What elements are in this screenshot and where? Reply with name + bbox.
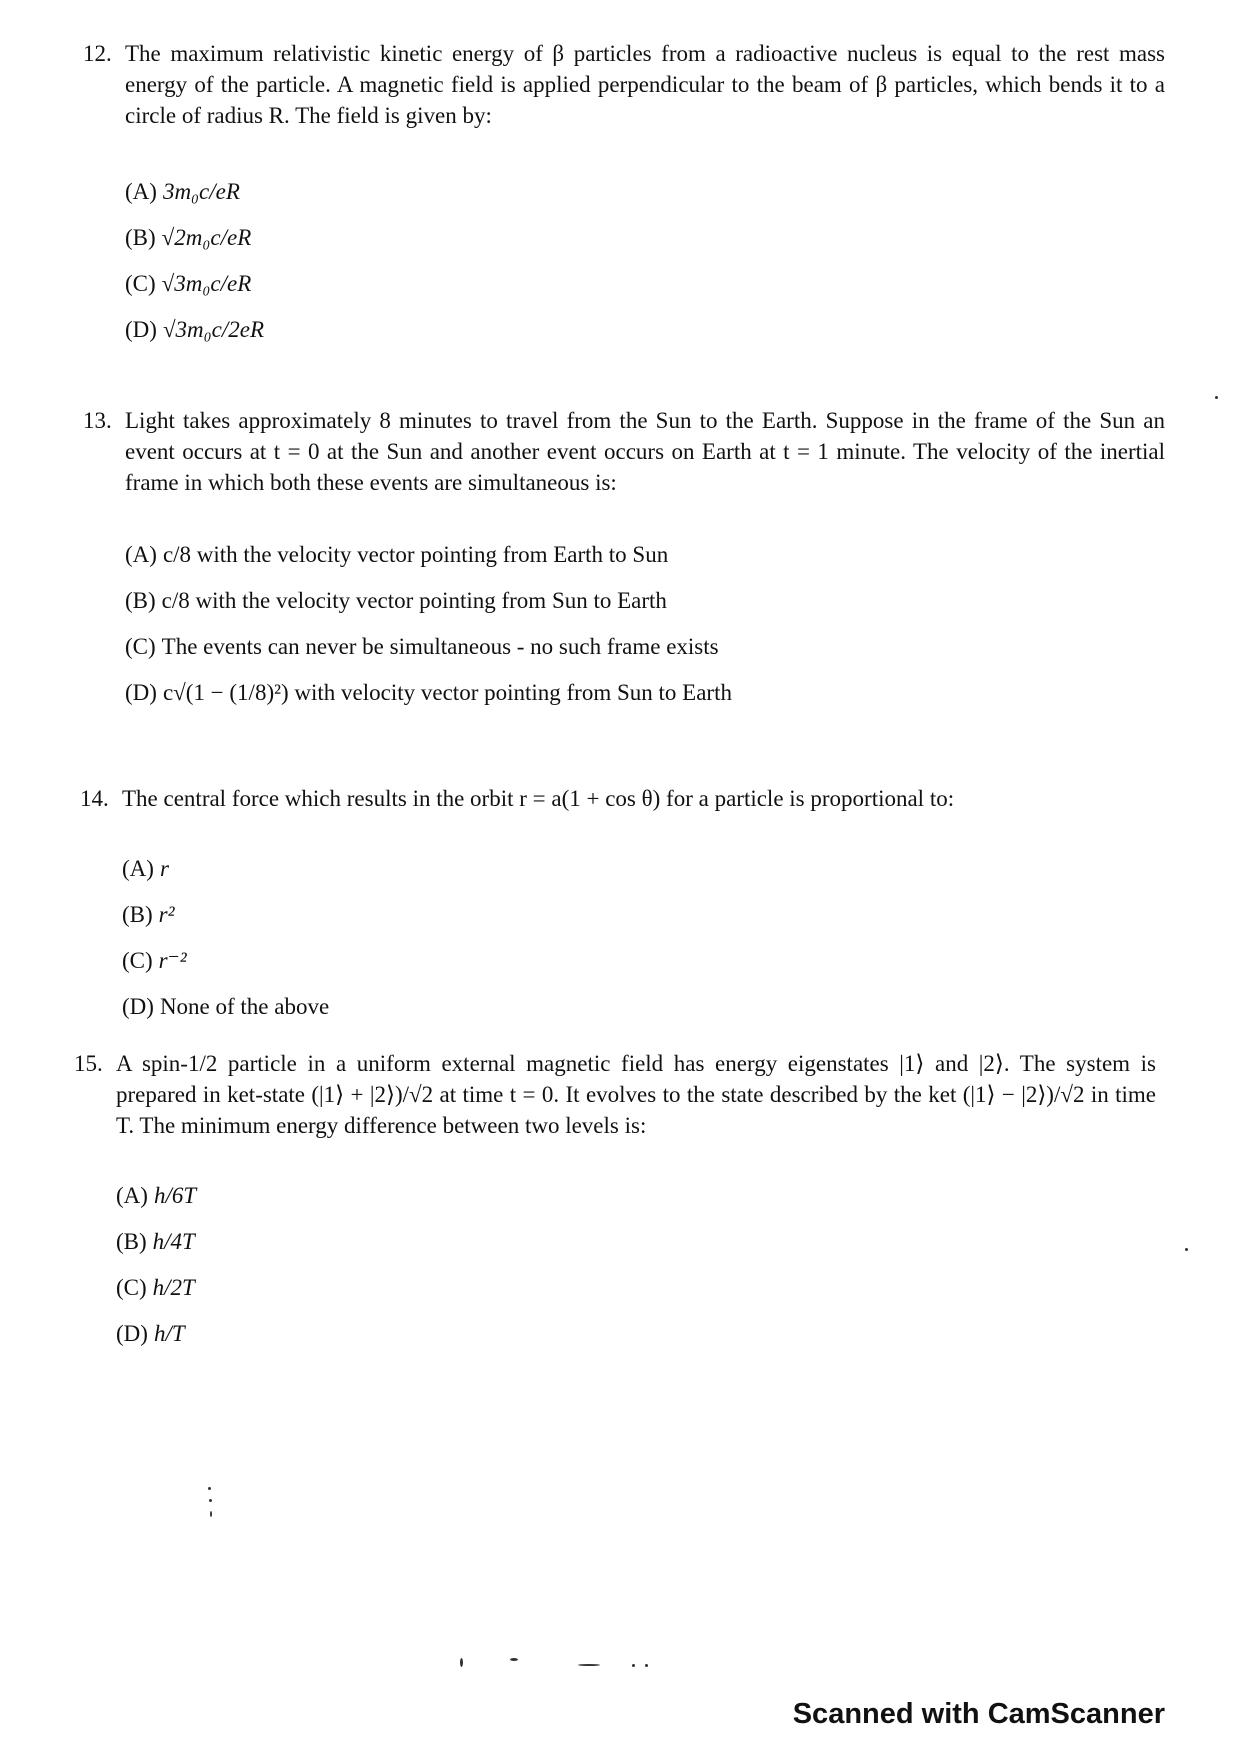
option-a [122, 846, 1162, 892]
option-text: r [159, 856, 169, 881]
scan-speck [208, 1487, 211, 1490]
question-text: A spin-1/2 particle in a uniform external magnetic field has energy eigenstates |1⟩ and |2⟩. The system is prepared in ket-state (|1⟩ + |2⟩)/√2 at time t = 0. It evolves to the state described by the ket (|1⟩ − |2⟩)/√2 in time T. The minimum energy difference between two levels is: [116, 1051, 1156, 1138]
option-text: h/T [153, 1321, 185, 1346]
option-text: c/8 with the velocity vector pointing from Earth to Sun [162, 542, 669, 567]
option-label: (D) [116, 1321, 148, 1346]
option-list [116, 1173, 1156, 1357]
option-list [122, 846, 1162, 1030]
option-label: (B) [122, 902, 153, 927]
scan-speck [460, 1658, 463, 1667]
option-text: h/2T [152, 1275, 195, 1300]
question-text: The central force which results in the orbit r = a(1 + cos θ) for a particle is proportional to: [122, 786, 955, 811]
question-number: 14. [80, 786, 109, 811]
question-number: 15. [74, 1051, 103, 1076]
option-a [125, 532, 1165, 578]
option-label: (C) [116, 1275, 147, 1300]
option-d [116, 1311, 1156, 1357]
question-13 [83, 405, 1165, 716]
option-text: √2m₀c/eR [161, 225, 252, 250]
option-text: c/8 with the velocity vector pointing from Sun to Earth [161, 588, 667, 613]
scanner-watermark: Scanned with CamScanner [792, 1698, 1165, 1730]
option-text: √3m₀c/eR [161, 271, 252, 296]
option-label: (A) [125, 542, 157, 567]
option-c [122, 938, 1162, 984]
option-b [116, 1219, 1156, 1265]
question-15 [74, 1048, 1156, 1357]
option-d [125, 670, 1165, 716]
option-a [125, 169, 1165, 215]
option-text: 3m₀c/eR [162, 179, 240, 204]
option-text: r⁻² [158, 948, 187, 973]
option-c [125, 624, 1165, 670]
option-text: h/4T [152, 1229, 195, 1254]
question-14 [80, 783, 1162, 1030]
scan-speck [578, 1664, 600, 1666]
question-text: Light takes approximately 8 minutes to travel from the Sun to the Earth. Suppose in the frame of the Sun an event occurs at t = 0 at the Sun and another event occurs on Earth at t = 1 minute. The velocity of the inertial frame in which both these events are simultaneous is: [125, 408, 1165, 495]
option-label: (D) [122, 994, 154, 1019]
scan-speck [1215, 396, 1218, 399]
option-text: √3m₀c/2eR [162, 317, 265, 342]
option-label: (B) [116, 1229, 147, 1254]
option-text: The events can never be simultaneous - no such frame exists [161, 634, 719, 659]
option-label: (C) [122, 948, 153, 973]
option-label: (D) [125, 680, 157, 705]
option-label: (A) [116, 1183, 148, 1208]
option-d [122, 984, 1162, 1030]
scan-speck [1185, 1248, 1188, 1251]
option-label: (C) [125, 271, 156, 296]
option-c [125, 261, 1165, 307]
question-text: The maximum relativistic kinetic energy of β particles from a radioactive nucleus is equal to the rest mass energy of the particle. A magnetic field is applied perpendicular to the beam of β particles, which bends it to a circle of radius R. The field is given by: [125, 41, 1165, 128]
option-label: (A) [122, 856, 154, 881]
option-label: (A) [125, 179, 157, 204]
option-list [125, 169, 1165, 353]
option-d [125, 307, 1165, 353]
scan-speck [510, 1658, 518, 1661]
option-b [125, 578, 1165, 624]
scan-speck [632, 1664, 635, 1667]
option-label: (D) [125, 317, 157, 342]
scan-speck [210, 1511, 212, 1517]
option-b [122, 892, 1162, 938]
option-text: c√(1 − (1/8)²) with velocity vector pointing from Sun to Earth [162, 680, 732, 705]
option-label: (B) [125, 225, 156, 250]
option-label: (B) [125, 588, 156, 613]
option-a [116, 1173, 1156, 1219]
option-label: (C) [125, 634, 156, 659]
scan-speck [645, 1664, 648, 1667]
question-number: 13. [83, 408, 112, 433]
option-list [125, 532, 1165, 716]
question-12 [83, 38, 1165, 353]
option-c [116, 1265, 1156, 1311]
option-text: r² [158, 902, 175, 927]
option-text: h/6T [153, 1183, 197, 1208]
scan-speck [209, 1499, 212, 1502]
question-number: 12. [83, 41, 112, 66]
option-b [125, 215, 1165, 261]
option-text: None of the above [159, 994, 330, 1019]
